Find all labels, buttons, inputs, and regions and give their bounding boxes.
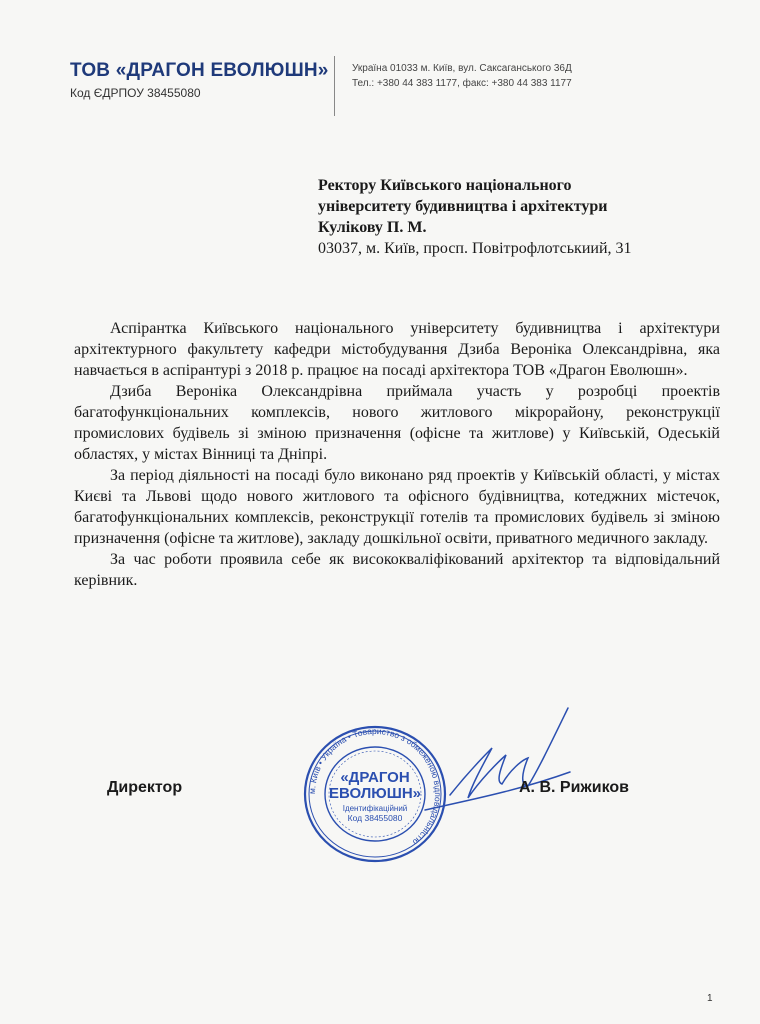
- stamp-outer-text: м. Київ • Україна • Товариство з обмеженою відповідальністю: [306, 725, 444, 848]
- letterhead-company-block: [70, 60, 329, 100]
- company-phones: Тел.: +380 44 383 1177, факс: +380 44 383 1177: [352, 78, 572, 89]
- letter-body: [74, 318, 720, 591]
- signer-name: А. В. Рижиков: [519, 779, 629, 796]
- stamp-name-line-1: «ДРАГОН: [340, 769, 410, 786]
- addressee-address: 03037, м. Київ, просп. Повітрофлотськиий, 31: [318, 240, 632, 257]
- signer-title: Директор: [107, 779, 183, 796]
- body-paragraph-3: За період діяльності на посаді було виконано ряд проектів у Київській області, у містах Києві та Львові щодо нового житлового та офісного будівництва, котеджних містечок, багатофункціональних комплексів, реконструкції готелів та промислових будівель зі зміною призначення (офісне та житлове), закладу дошкільної освіти, приватного медичного закладу.: [74, 467, 720, 547]
- letterhead-contacts: [352, 61, 572, 91]
- letterhead-divider: [334, 56, 335, 116]
- handwritten-signature: [410, 700, 580, 830]
- company-address: Україна 01033 м. Київ, вул. Саксаганського 36Д: [352, 63, 572, 74]
- addressee-block: [318, 175, 632, 259]
- company-edrpou: Код ЄДРПОУ 38455080: [70, 86, 201, 100]
- page-number: 1: [707, 993, 713, 1004]
- stamp-id-label: Ідентифікаційний: [342, 804, 408, 813]
- body-paragraph-1: Аспірантка Київського національного університету будивництва і архітектури архітектурного факультету кафедри містобудування Дзиба Вероніка Олександрівна, яка навчається в аспірантурі з 2018 р. працює на посаді архітектора ТОВ «Драгон Еволюшн».: [74, 320, 720, 379]
- body-paragraph-4: За час роботи проявила себе як висококваліфікований архітектор та відповідальний керівник.: [74, 551, 720, 589]
- addressee-line-2: університету будивництва і архітектури: [318, 198, 608, 215]
- body-paragraph-2: Дзиба Вероніка Олександрівна приймала участь у розробці проектів багатофункціональних комплексів, нового житлового мікрорайону, реконструкції промислових будівель зі зміною призначення (офісне та житлове) у Київській, Одеській областях, у містах Вінниці та Дніпрі.: [74, 383, 720, 463]
- addressee-line-1: Ректору Київського національного: [318, 177, 572, 194]
- addressee-name: Кулікову П. М.: [318, 219, 427, 236]
- company-name: ТОВ «ДРАГОН ЕВОЛЮШН»: [70, 60, 329, 81]
- stamp-name-line-2: ЕВОЛЮШН»: [329, 785, 421, 802]
- stamp-code: Код 38455080: [347, 813, 403, 823]
